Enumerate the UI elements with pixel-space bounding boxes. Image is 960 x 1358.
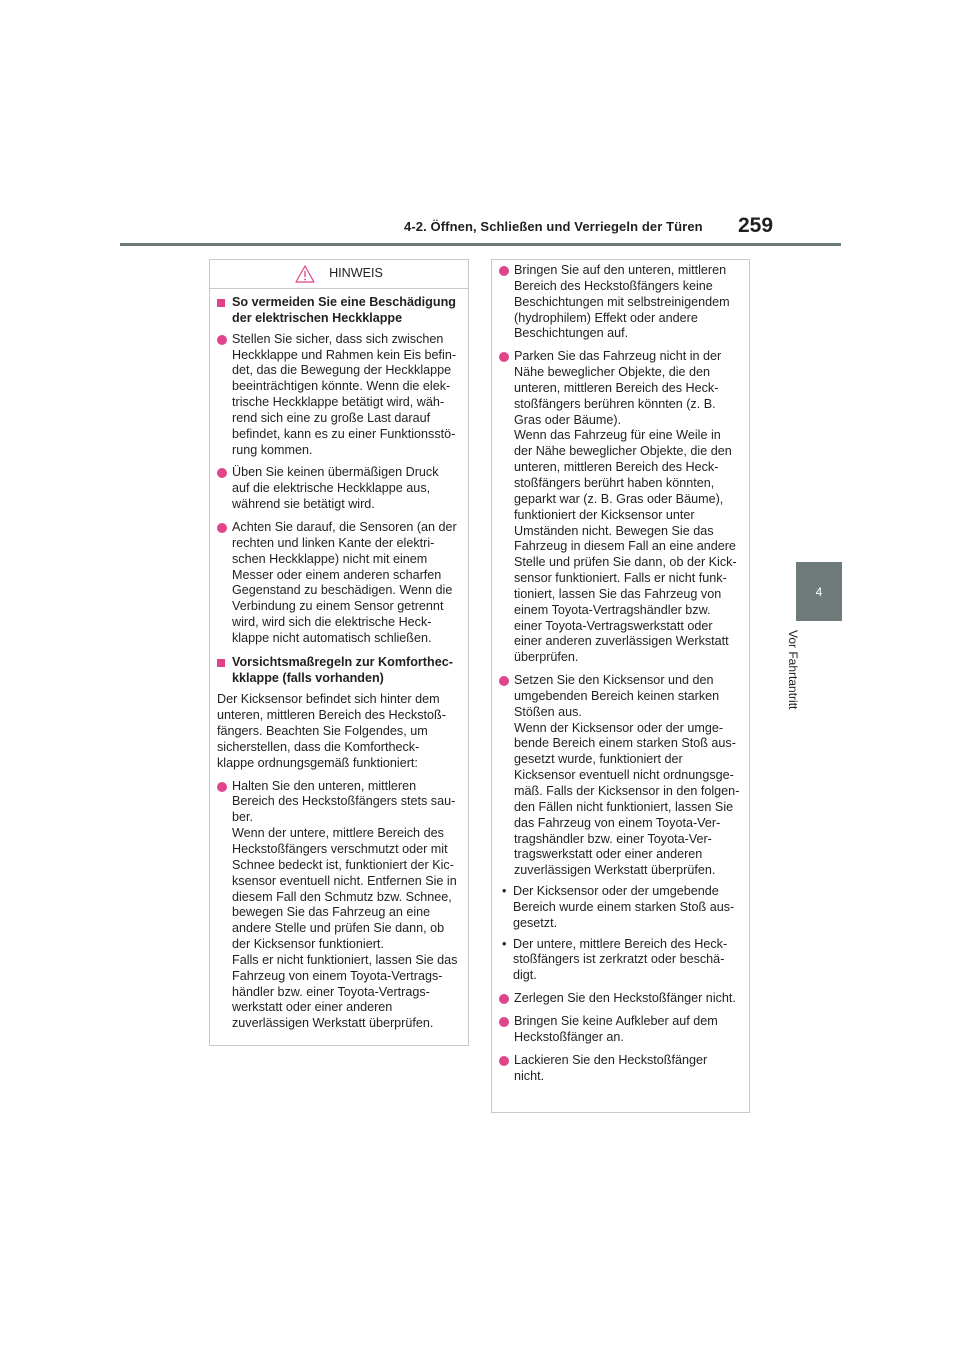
section-header-title: 4-2. Öffnen, Schließen und Verriegeln der Türen bbox=[404, 219, 703, 234]
sub-list-item bbox=[499, 937, 740, 985]
round-bullet-icon bbox=[217, 782, 227, 792]
sub-list-item bbox=[499, 884, 740, 932]
section-heading bbox=[217, 295, 459, 327]
warning-triangle-icon bbox=[295, 265, 315, 283]
list-item-text: Lackieren Sie den Heckstoßfänger nicht. bbox=[514, 1052, 708, 1083]
list-item bbox=[217, 465, 459, 513]
round-bullet-icon bbox=[499, 994, 509, 1004]
round-bullet-icon bbox=[499, 1017, 509, 1027]
list-item bbox=[217, 332, 459, 459]
notice-box-left bbox=[209, 259, 469, 1046]
round-bullet-icon bbox=[499, 1056, 509, 1066]
notice-header bbox=[210, 260, 468, 289]
list-item bbox=[217, 520, 459, 647]
round-bullet-icon bbox=[499, 352, 509, 362]
chapter-tab bbox=[796, 562, 842, 621]
list-item-text: Bringen Sie keine Aufkleber auf dem Heckstoßfänger an. bbox=[514, 1013, 718, 1044]
round-bullet-icon bbox=[217, 523, 227, 533]
section-heading-text: So vermeiden Sie eine Beschädigung der elektrischen Heckklappe bbox=[232, 295, 456, 325]
header-divider bbox=[120, 243, 841, 246]
section-intro-text: Der Kicksensor befindet sich hinter dem unteren, mittleren Bereich des Heckstoß- fängers. Beachten Sie Folgendes, um sicherstellen, dass die Komfortheck- klappe ordnungsgemäß funktioniert: bbox=[217, 692, 446, 770]
list-item-text: Halten Sie den unteren, mittleren Bereich des Heckstoßfängers stets sau- ber. Wenn der untere, mittlere Bereich des Heckstoßfängers verschmutzt oder mit Schnee bedeckt ist, funktioniert der Kic- ksensor eventuell nicht. Entfernen Sie in diesem Fall den Schmutz bzw. Schnee, bewegen Sie das Fahrzeug an eine andere Stelle und prüfen Sie dann, ob der Kicksensor funktioniert. Falls er nicht funktioniert, lassen Sie das Fahrzeug von einem Toyota-Vertrags- händler bzw. einer Toyota-Vertrags- werkstatt oder einer anderen zuverlässigen Werkstatt überprüfen. bbox=[232, 778, 458, 1031]
sub-list-item-text: Der untere, mittlere Bereich des Heck- stoßfängers ist zerkratzt oder beschä- digt. bbox=[513, 936, 728, 983]
round-bullet-icon bbox=[217, 468, 227, 478]
list-item-text: Achten Sie darauf, die Sensoren (an der rechten und linken Kante der elektri- schen Heckklappe) nicht mit einem Messer oder einem anderen scharfen Gegenstand zu beschädigen. Wenn die Verbindung zu einem Sensor getrennt wird, wird sich die elektrische Heck- klappe nicht automatisch schließen. bbox=[232, 519, 457, 645]
section-heading-text: Vorsichtsmaßregeln zur Komforthec- kklappe (falls vorhanden) bbox=[232, 654, 453, 685]
page-number: 259 bbox=[738, 214, 774, 237]
list-item-text: Parken Sie das Fahrzeug nicht in der Nähe beweglicher Objekte, die den unteren, mittleren Bereich des Heck- stoßfängers berühren könnten (z. B. Gras oder Bäume). Wenn das Fahrzeug für eine Weile in der Nähe beweglicher Objekte, die den unteren, mittleren Bereich des Heck- stoßfängers berührt haben könnten, geparkt war (z. B. Gras oder Bäume), funktioniert der Kicksensor unter Umständen nicht. Bewegen Sie das Fahrzeug in diesem Fall an eine andere Stelle und prüfen Sie dann, ob der Kick- sensor funktioniert. Falls er nicht funk- tioniert, lassen Sie das Fahrzeug von einem Toyota-Vertragshändler bzw. einer Toyota-Vertragswerkstatt oder einer anderen zuverlässigen Werkstatt überprüfen. bbox=[514, 349, 737, 665]
sub-bullet-marker: • bbox=[502, 936, 507, 951]
list-item bbox=[499, 349, 740, 666]
list-item-text: Üben Sie keinen übermäßigen Druck auf die elektrische Heckklappe aus, während sie betätigt wird. bbox=[232, 465, 439, 512]
list-item bbox=[499, 1014, 740, 1046]
list-item-text: Bringen Sie auf den unteren, mittleren Bereich des Heckstoßfängers keine Beschichtungen mit selbstreinigendem (hydrophilem) Effekt oder andere Beschichtungen auf. bbox=[514, 263, 730, 341]
list-item bbox=[499, 263, 740, 342]
chapter-number: 4 bbox=[815, 584, 823, 599]
notice-box-right bbox=[491, 259, 750, 1113]
list-item-text: Stellen Sie sicher, dass sich zwischen Heckklappe und Rahmen kein Eis befin- det, das die Bewegung der Heckklappe beeinträchtigen könnte. Wenn die elek- trische Heckklappe betätigt wird, wäh- rend sich eine zu große Last darauf befindet, kann es zu einer Funktionsstö- rung kommen. bbox=[232, 331, 457, 457]
list-item bbox=[217, 779, 459, 1033]
round-bullet-icon bbox=[499, 676, 509, 686]
square-bullet-icon bbox=[217, 659, 225, 667]
round-bullet-icon bbox=[217, 335, 227, 345]
list-item-text: Setzen Sie den Kicksensor und den umgebenden Bereich keinen starken Stößen aus. Wenn der Kicksensor oder der umge- bende Bereich einem starken Stoß aus- gesetzt wurde, funktioniert der Kicksensor eventuell nicht ordnungsge- mäß. Falls der Kicksensor in den folgen- den Fällen nicht funktioniert, lassen Sie das Fahrzeug von einem Toyota-Ver- tragshändler bzw. einer Toyota-Ver- tragswerkstatt oder einer anderen zuverlässigen Werkstatt überprüfen. bbox=[514, 673, 740, 878]
list-item bbox=[499, 991, 740, 1007]
list-item bbox=[499, 1053, 740, 1085]
round-bullet-icon bbox=[499, 266, 509, 276]
sub-list-item-text: Der Kicksensor oder der umgebende Bereich wurde einem starken Stoß aus- gesetzt. bbox=[513, 884, 735, 930]
notice-label: HINWEIS bbox=[329, 266, 383, 281]
square-bullet-icon bbox=[217, 299, 225, 307]
section-heading bbox=[217, 655, 459, 687]
sub-bullet-marker: • bbox=[502, 884, 507, 899]
chapter-title: Vor Fahrtantritt bbox=[786, 630, 800, 710]
list-item bbox=[499, 673, 740, 879]
list-item-text: Zerlegen Sie den Heckstoßfänger nicht. bbox=[514, 991, 736, 1006]
